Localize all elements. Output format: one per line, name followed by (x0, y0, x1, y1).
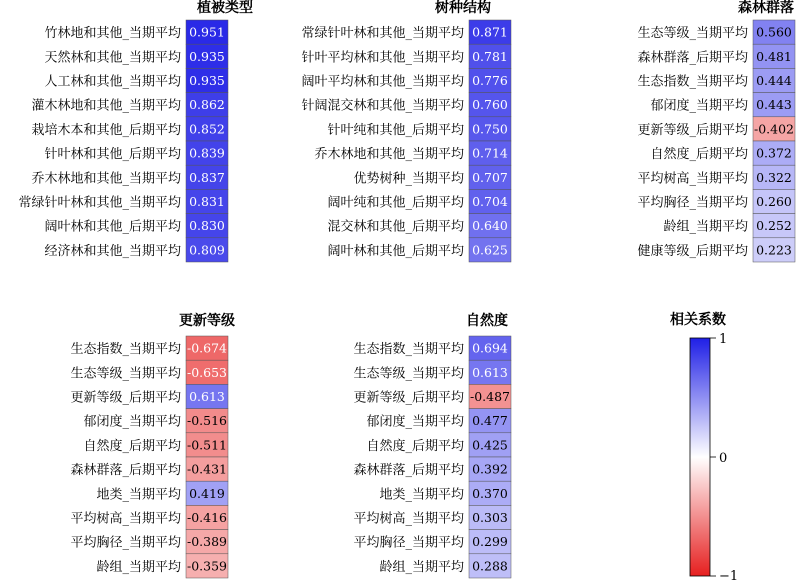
cell-value: 0.443 (756, 97, 792, 113)
cell-value: 0.372 (756, 145, 792, 161)
row-label: 针阔混交林和其他_当期平均 (301, 98, 464, 114)
cell-value: 0.303 (472, 510, 508, 525)
cell-value: -0.389 (186, 534, 228, 550)
cell-value: 0.776 (472, 73, 508, 88)
heatmap-panel-3 (637, 0, 795, 262)
row-label: 阔叶林和其他_后期平均 (44, 219, 181, 235)
panel-title: 树种结构 (435, 0, 491, 16)
cell-value: 0.477 (472, 413, 508, 429)
colorbar-gradient (690, 338, 710, 576)
row-label: 自然度_后期平均 (366, 438, 464, 454)
row-label: 阔叶平均林和其他_当期平均 (301, 74, 464, 90)
cell-value: 0.481 (756, 48, 792, 64)
row-label: 经济林和其他_当期平均 (44, 243, 181, 259)
row-label: 混交林和其他_后期平均 (327, 219, 464, 235)
panel-title: 植被类型 (197, 0, 253, 16)
cell-value: 0.830 (189, 218, 225, 234)
panel-title: 自然度 (466, 313, 508, 329)
row-label: 龄组_当期平均 (663, 219, 748, 235)
row-label: 针叶林和其他_后期平均 (44, 147, 181, 163)
row-label: 郁闭度_当期平均 (366, 414, 464, 430)
row-label: 生态等级_当期平均 (70, 366, 181, 382)
row-label: 更新等级_后期平均 (70, 390, 181, 406)
heatmap-panel-2 (301, 0, 511, 262)
row-label: 乔木林地和其他_当期平均 (314, 147, 464, 163)
row-label: 生态指数_当期平均 (637, 74, 748, 90)
cell-value: 0.419 (189, 485, 225, 501)
row-label: 天然林和其他_当期平均 (44, 50, 181, 66)
row-label: 生态指数_当期平均 (353, 342, 464, 358)
panel-title: 森林群落 (738, 0, 794, 16)
row-label: 灌木林地和其他_当期平均 (31, 98, 181, 114)
cell-value: -0.431 (186, 461, 228, 477)
cell-value: 0.704 (472, 194, 508, 209)
cell-value: 0.223 (756, 242, 792, 258)
row-label: 健康等级_后期平均 (637, 243, 748, 259)
row-label: 龄组_当期平均 (379, 559, 464, 575)
row-label: 生态等级_当期平均 (637, 26, 748, 42)
row-label: 自然度_后期平均 (83, 438, 181, 454)
cell-value: 0.613 (189, 389, 225, 404)
row-label: 更新等级_后期平均 (637, 122, 748, 138)
cell-value: 0.694 (472, 340, 508, 356)
heatmap-panel-4 (70, 312, 235, 578)
cell-value: 0.299 (472, 534, 508, 550)
cell-value: 0.260 (756, 194, 792, 209)
cell-value: 0.951 (189, 24, 225, 40)
colorbar (670, 311, 738, 580)
row-label: 阔叶林和其他_后期平均 (327, 243, 464, 259)
row-label: 阔叶纯和其他_后期平均 (327, 195, 464, 211)
cell-value: 0.760 (472, 97, 508, 113)
cell-value: -0.402 (753, 121, 795, 137)
cell-value: 0.781 (472, 48, 508, 64)
row-label: 郁闭度_当期平均 (650, 98, 748, 114)
cell-value: 0.809 (189, 242, 225, 258)
heatmap-panel-1 (18, 0, 253, 262)
cell-value: 0.444 (756, 73, 792, 88)
cell-value: 0.837 (189, 169, 225, 185)
cell-value: -0.516 (186, 413, 228, 429)
row-label: 优势树种_当期平均 (353, 171, 464, 187)
row-label: 森林群落_后期平均 (353, 463, 464, 479)
row-label: 龄组_当期平均 (96, 559, 181, 575)
cell-value: 0.871 (472, 24, 508, 40)
row-label: 平均胸径_当期平均 (70, 535, 181, 551)
row-label: 郁闭度_当期平均 (83, 414, 181, 430)
heatmap-panels (18, 0, 795, 578)
row-label: 常绿针叶林和其他_当期平均 (18, 195, 181, 211)
colorbar-tick-mid: 0 (719, 451, 728, 466)
cell-value: 0.322 (756, 169, 792, 185)
cell-value: 0.852 (189, 121, 225, 137)
row-label: 平均胸径_当期平均 (637, 195, 748, 211)
cell-value: 0.392 (472, 461, 508, 477)
row-label: 平均树高_当期平均 (353, 511, 464, 527)
cell-value: 0.714 (472, 145, 508, 161)
colorbar-tick-top: 1 (719, 332, 728, 347)
cell-value: 0.935 (189, 48, 225, 64)
row-label: 地类_当期平均 (379, 487, 464, 503)
row-label: 生态指数_当期平均 (70, 342, 181, 358)
cell-value: 0.935 (189, 73, 225, 88)
cell-value: 0.839 (189, 145, 225, 161)
panel-title: 更新等级 (179, 313, 235, 329)
row-label: 乔木林地和其他_当期平均 (31, 171, 181, 187)
cell-value: 0.831 (189, 194, 225, 209)
row-label: 栽培木本和其他_后期平均 (31, 122, 181, 138)
cell-value: 0.613 (472, 364, 508, 380)
cell-value: -0.416 (186, 510, 228, 525)
row-label: 生态等级_当期平均 (353, 366, 464, 382)
row-label: 人工林和其他_当期平均 (44, 74, 181, 90)
row-label: 平均树高_当期平均 (70, 511, 181, 527)
cell-value: 0.288 (472, 558, 508, 574)
cell-value: 0.707 (472, 169, 508, 185)
cell-value: -0.653 (186, 364, 228, 380)
row-label: 平均树高_当期平均 (637, 171, 748, 187)
row-label: 常绿针叶林和其他_当期平均 (301, 26, 464, 42)
row-label: 地类_当期平均 (96, 487, 181, 503)
row-label: 森林群落_后期平均 (70, 463, 181, 479)
row-label: 平均胸径_当期平均 (353, 535, 464, 551)
cell-value: 0.625 (472, 242, 508, 258)
cell-value: 0.425 (472, 437, 508, 453)
cell-value: -0.674 (186, 340, 228, 356)
cell-value: 0.640 (472, 218, 508, 234)
cell-value: -0.487 (469, 389, 511, 404)
cell-value: 0.750 (472, 121, 508, 137)
row-label: 更新等级_后期平均 (353, 390, 464, 406)
row-label: 竹林地和其他_当期平均 (44, 26, 181, 42)
cell-value: -0.359 (186, 558, 228, 574)
heatmap-panel-5 (353, 312, 511, 578)
cell-value: 0.560 (756, 24, 792, 40)
cell-value: 0.862 (189, 97, 225, 113)
row-label: 针叶纯和其他_后期平均 (327, 122, 464, 138)
row-label: 自然度_后期平均 (650, 147, 748, 163)
cell-value: 0.252 (756, 218, 792, 234)
colorbar-tick-bottom: −1 (719, 569, 739, 580)
row-label: 森林群落_后期平均 (637, 50, 748, 66)
colorbar-title: 相关系数 (670, 312, 726, 328)
row-label: 针叶平均林和其他_当期平均 (301, 50, 464, 66)
cell-value: -0.511 (186, 437, 228, 453)
cell-value: 0.370 (472, 485, 508, 501)
